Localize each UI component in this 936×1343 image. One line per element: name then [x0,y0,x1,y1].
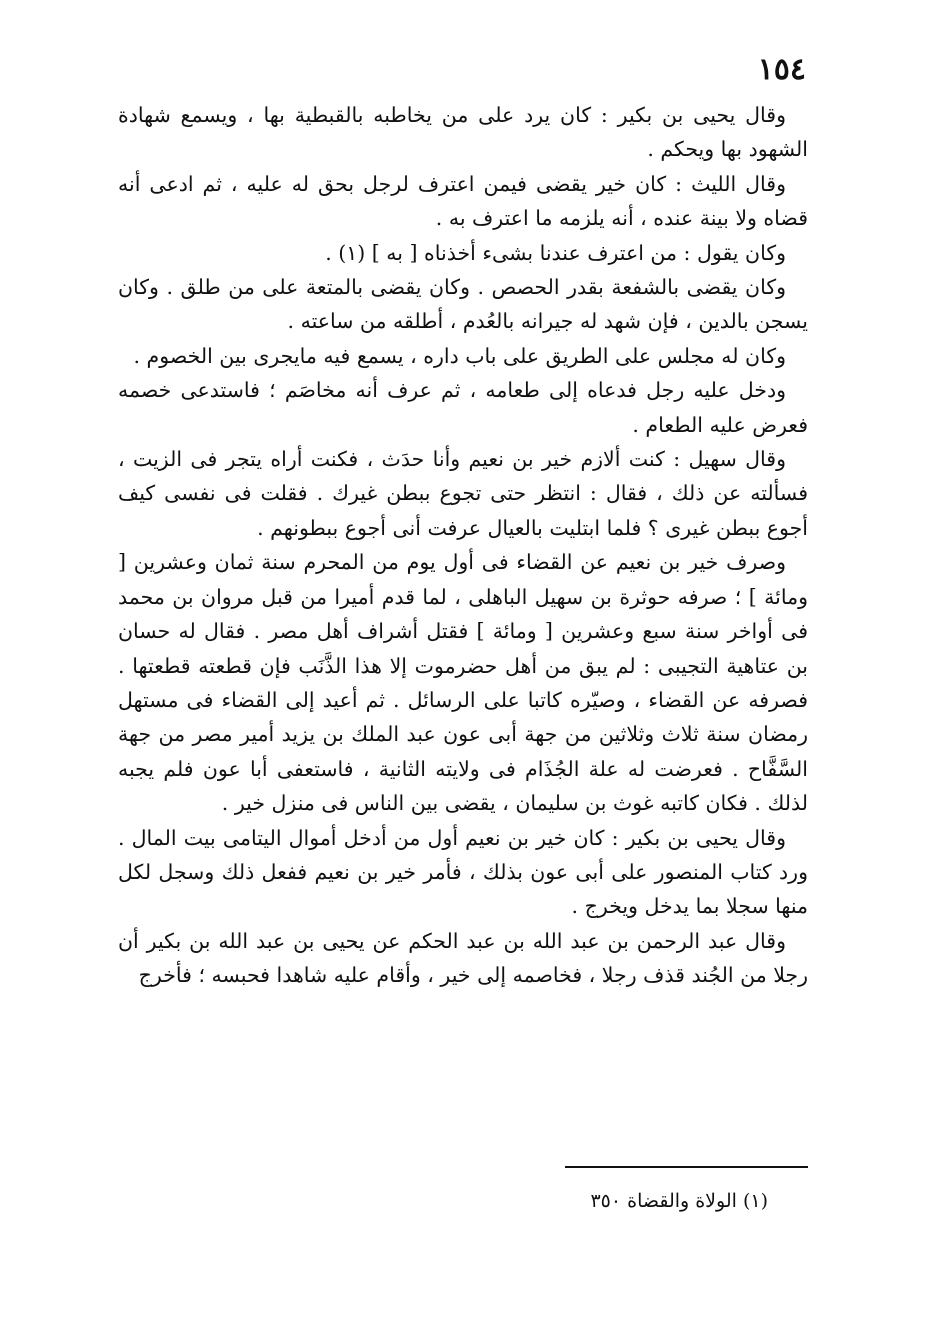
paragraph: وقال سهيل : كنت ألازم خير بن نعيم وأنا حدَث ، فكنت أراه يتجر فى الزيت ، فسألته عن ذلك ، فقال : انتظر حتى تجوع ببطن غيرك . فقلت فى نفسى كيف أجوع ببطن غيرى ؟ فلما ابتليت بالعيال عرفت أنى أجوع ببطونهم . [118,447,808,540]
paragraph: وقال يحيى بن بكير : كان يرد على من يخاطبه بالقبطية بها ، ويسمع شهادة الشهود بها ويحكم . [118,103,808,162]
footnote-divider [565,1166,808,1168]
paragraph: وقال الليث : كان خير يقضى فيمن اعترف لرجل بحق له عليه ، ثم ادعى أنه قضاه ولا بينة عنده ، أنه يلزمه ما اعترف به . [118,171,808,231]
paragraph: وكان يقضى بالشفعة بقدر الحصص . وكان يقضى بالمتعة على من طلق . وكان يسجن بالدين ، فإن شهد له جيرانه بالعُدم ، أطلقه من ساعته . [118,275,808,334]
paragraph: وصرف خير بن نعيم عن القضاء فى أول يوم من المحرم سنة ثمان وعشرين [ ومائة ] ؛ صرفه حوثرة بن سهيل الباهلى ، لما قدم أميرا من قبل مروان بن محمد فى أواخر سنة سبع وعشرين [ ومائة ] فقتل أشراف أهل مصر . فقال له حسان بن عتاهية التجيبى : لم يبق من أهل حضرموت إلا هذا الذَّنَب فإن قطعته قطعتها . فصرفه عن القضاء ، وصيّره كاتبا على الرسائل . ثم أعيد إلى القضاء فى مستهل رمضان سنة ثلاث وثلاثين من جهة أبى عون عبد الملك بن يزيد أمير مصر من جهة السَّفَّاح . فعرضت له علة الجُذَام فى ولايته الثانية ، فاستعفى أبا عون فلم يجبه لذلك . فكان كاتبه غوث بن سليمان ، يقضى بين الناس فى منزل خير . [118,550,808,816]
paragraph: وكان له مجلس على الطريق على باب داره ، يسمع فيه مايجرى بين الخصوم . [133,343,786,368]
footnote: (١) الولاة والقضاة ٣٥٠ [590,1190,768,1212]
paragraph: وقال عبد الرحمن بن عبد الله بن عبد الحكم عن يحيى بن عبد الله بن بكير أن رجلا من الجُند قذف رجلا ، فخاصمه إلى خير ، وأقام عليه شاهدا فحبسه ؛ فأخرج [118,928,808,988]
paragraph: ودخل عليه رجل فدعاه إلى طعامه ، ثم عرف أنه مخاصَم ؛ فاستدعى خصمه فعرض عليه الطعام . [118,378,808,437]
page-number: ١٥٤ [757,52,806,87]
paragraph: وكان يقول : من اعترف عندنا بشىء أخذناه [ به ] (١) . [325,240,786,265]
body-text [118,98,808,993]
paragraph: وقال يحيى بن بكير : كان خير بن نعيم أول من أدخل أموال اليتامى بيت المال . ورد كتاب المنصور على أبى عون بذلك ، فأمر خير بن نعيم ففعل ذلك وسجل لكل منها سجلا بما يدخل ويخرج . [118,825,808,919]
